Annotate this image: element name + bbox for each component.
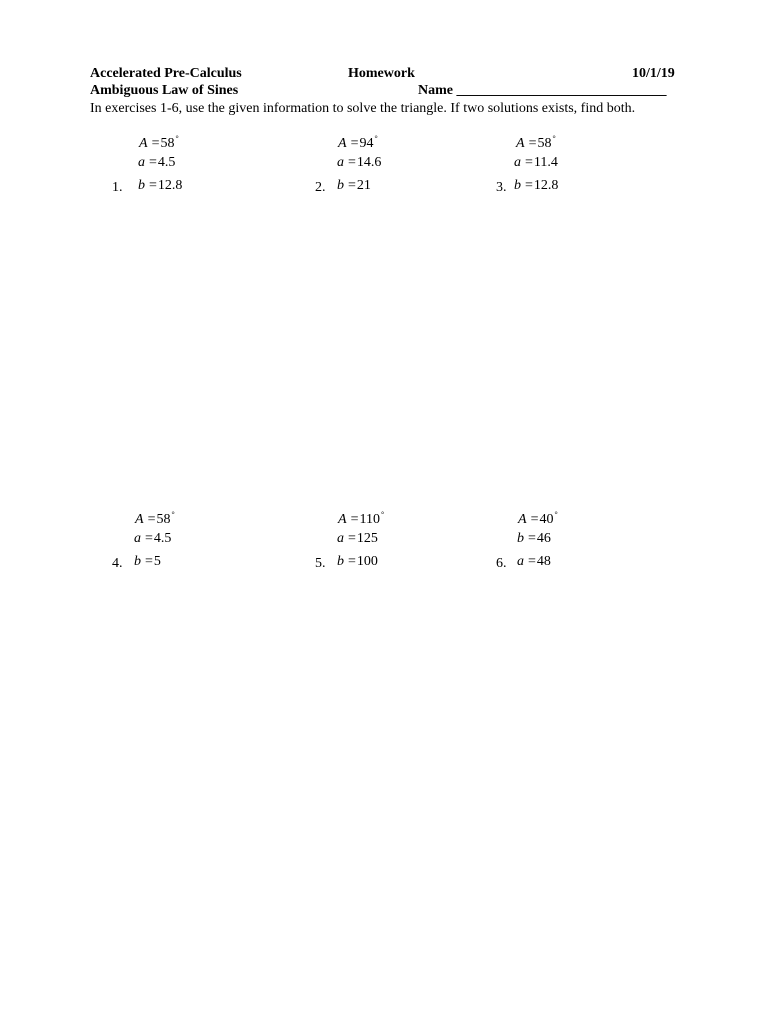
problem-number: 3.	[496, 180, 507, 195]
instructions-text: In exercises 1-6, use the given information to solve the triangle. If two solutions exists, find both.	[90, 101, 636, 116]
given-side-2: b =100	[337, 554, 378, 569]
given-side-2: b =21	[337, 178, 371, 193]
problem-number: 4.	[112, 556, 123, 571]
given-angle: A =58°	[139, 134, 179, 151]
problem-1	[112, 127, 252, 207]
given-side-2: b =5	[134, 554, 161, 569]
degree-symbol: °	[552, 134, 556, 143]
problem-3	[496, 127, 636, 207]
given-side-1: a =4.5	[134, 531, 172, 546]
degree-symbol: °	[380, 510, 385, 519]
assignment-type: Homework	[348, 66, 415, 81]
given-angle: A =110°	[338, 510, 385, 527]
given-side-1: a =14.6	[337, 155, 382, 170]
given-side-1: b =46	[517, 531, 551, 546]
problem-number: 5.	[315, 556, 326, 571]
degree-symbol: °	[171, 510, 175, 519]
degree-symbol: °	[175, 134, 179, 143]
problem-number: 2.	[315, 180, 326, 195]
name-field[interactable]: Name ______________________________	[418, 83, 667, 98]
degree-symbol: °	[554, 510, 558, 519]
problem-number: 6.	[496, 556, 507, 571]
degree-symbol: °	[374, 134, 378, 143]
problem-2	[315, 127, 455, 207]
assignment-date: 10/1/19	[632, 66, 675, 81]
given-side-2: b =12.8	[138, 178, 183, 193]
given-angle: A =58°	[135, 510, 175, 527]
topic-title: Ambiguous Law of Sines	[90, 83, 239, 98]
given-angle: A =94°	[338, 134, 378, 151]
given-side-1: a =11.4	[514, 155, 558, 170]
course-title: Accelerated Pre-Calculus	[90, 66, 242, 81]
given-side-2: a =48	[517, 554, 551, 569]
problem-number: 1.	[112, 180, 123, 195]
given-side-1: a =4.5	[138, 155, 176, 170]
given-angle: A =40°	[518, 510, 558, 527]
problem-4	[112, 503, 252, 583]
problem-5	[315, 503, 455, 583]
problem-6	[496, 503, 636, 583]
given-side-1: a =125	[337, 531, 378, 546]
given-side-2: b =12.8	[514, 178, 559, 193]
given-angle: A =58°	[516, 134, 556, 151]
